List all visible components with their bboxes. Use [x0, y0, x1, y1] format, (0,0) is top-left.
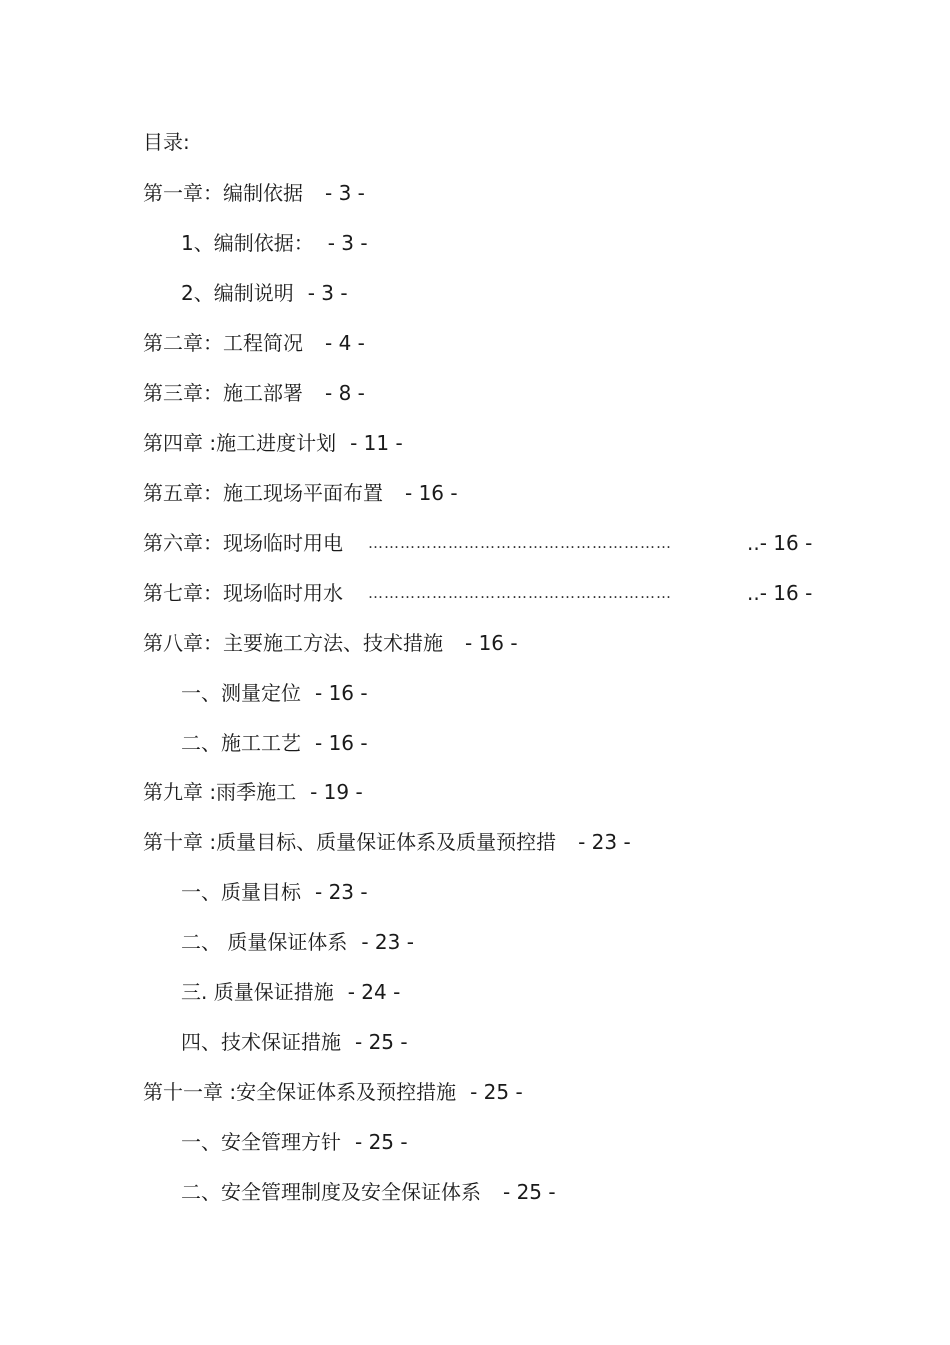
toc-entry[interactable]: [181, 977, 400, 1007]
toc-entry[interactable]: [181, 1027, 408, 1057]
toc-entry[interactable]: [143, 777, 363, 807]
toc-leader-dots: …………………………………………………: [368, 534, 672, 552]
toc-entry-label: 二、施工工艺: [181, 731, 301, 755]
toc-entry[interactable]: [143, 178, 365, 208]
toc-entry[interactable]: [181, 877, 368, 907]
toc-entry-label: 二、 质量保证体系: [181, 930, 348, 954]
toc-entry-label: 一、安全管理方针: [181, 1130, 341, 1154]
toc-entry-label: 第九章 :雨季施工: [143, 780, 297, 804]
toc-entry-label: 第六章：现场临时用电: [143, 531, 343, 555]
toc-entry-page: - 19 -: [310, 780, 363, 804]
toc-entry-page: - 3 -: [327, 231, 368, 255]
toc-entry[interactable]: [143, 628, 518, 658]
toc-entry[interactable]: [181, 927, 414, 957]
toc-entry-label: 一、质量目标: [181, 880, 301, 904]
toc-entry-page: - 11 -: [350, 431, 403, 455]
toc-leader-dots: …………………………………………………: [368, 584, 672, 602]
toc-entry-page: - 23 -: [578, 830, 631, 854]
toc-entry-page: - 25 -: [355, 1030, 408, 1054]
toc-entry-label: 第八章：主要施工方法、技术措施: [143, 631, 443, 655]
toc-entry-page: - 8 -: [325, 381, 365, 405]
toc-entry[interactable]: [143, 328, 365, 358]
toc-entry-label: 第七章：现场临时用水: [143, 581, 343, 605]
toc-entry-label: 1、编制依据：: [181, 231, 314, 255]
toc-entry[interactable]: [143, 1077, 523, 1107]
toc-entry-page: - 23 -: [315, 880, 368, 904]
toc-entry[interactable]: [181, 678, 368, 708]
toc-entry-page: - 24 -: [347, 980, 401, 1004]
toc-entry-page: - 16 -: [315, 681, 368, 705]
toc-entry-page: - 23 -: [361, 930, 414, 954]
toc-entry-page: - 3 -: [325, 181, 365, 205]
toc-entry-label: 第五章：施工现场平面布置: [143, 481, 383, 505]
toc-entry-page: ..- 16 -: [747, 531, 813, 555]
toc-entry-label: 第十章 :质量目标、质量保证体系及质量预控措: [143, 830, 557, 854]
toc-entry-page: - 25 -: [503, 1180, 556, 1204]
toc-entry[interactable]: [143, 478, 458, 508]
toc-entry[interactable]: [143, 528, 843, 558]
toc-entry-page: ..- 16 -: [747, 581, 813, 605]
toc-entry-label: 第一章：编制依据: [143, 181, 303, 205]
toc-entry-page: - 3 -: [307, 281, 348, 305]
toc-entry-page: - 16 -: [465, 631, 518, 655]
toc-entry-page: - 4 -: [325, 331, 365, 355]
toc-entry-page: - 25 -: [355, 1130, 408, 1154]
toc-title: 目录:: [143, 130, 190, 154]
toc-entry[interactable]: [143, 578, 843, 608]
toc-entry-page: - 16 -: [405, 481, 458, 505]
toc-entry-label: 2、编制说明: [181, 281, 294, 305]
toc-entry[interactable]: [181, 728, 368, 758]
toc-entry[interactable]: [143, 827, 631, 857]
toc-entry-label: 四、技术保证措施: [181, 1030, 341, 1054]
toc-entry-label: 第四章 :施工进度计划: [143, 431, 337, 455]
toc-entry[interactable]: [143, 378, 365, 408]
toc-entry-label: 二、安全管理制度及安全保证体系: [181, 1180, 481, 1204]
toc-entry[interactable]: [181, 228, 368, 258]
toc-entry-page: - 25 -: [470, 1080, 523, 1104]
toc-entry[interactable]: [143, 428, 403, 458]
toc-entry[interactable]: [181, 1177, 556, 1207]
toc-entry-label: 第十一章 :安全保证体系及预控措施: [143, 1080, 457, 1104]
toc-entry-label: 三. 质量保证措施: [181, 980, 334, 1004]
toc-entry-page: - 16 -: [315, 731, 368, 755]
toc-entry-label: 第二章：工程简况: [143, 331, 303, 355]
toc-entry-label: 第三章：施工部署: [143, 381, 303, 405]
toc-entry[interactable]: [181, 1127, 408, 1157]
toc-entry-label: 一、测量定位: [181, 681, 301, 705]
toc-entry[interactable]: [181, 278, 348, 308]
